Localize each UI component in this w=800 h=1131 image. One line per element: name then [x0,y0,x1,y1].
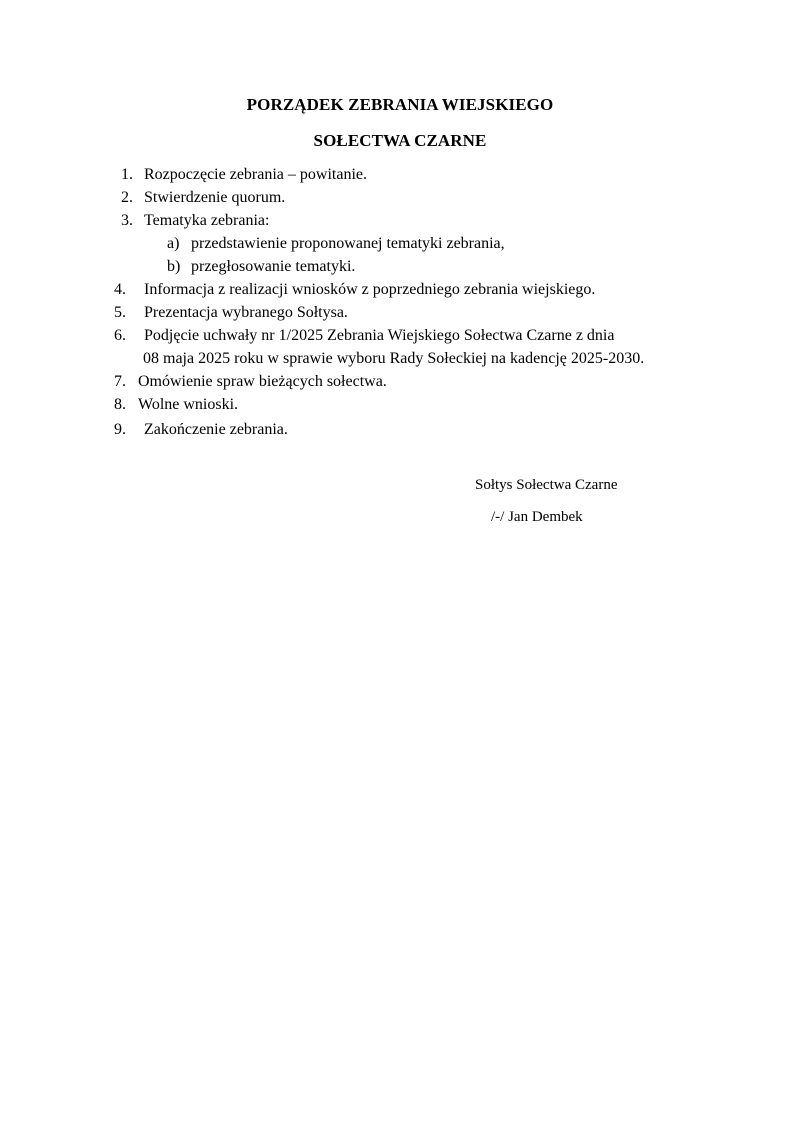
agenda-subitem-text: przedstawienie proponowanej tematyki zebrania, [191,235,505,252]
agenda-item-text: Rozpoczęcie zebrania – powitanie. [144,166,367,183]
agenda-subitem-text: przegłosowanie tematyki. [191,258,356,275]
agenda-item [121,188,285,208]
agenda-item [114,420,288,440]
agenda-item-continuation [143,349,644,369]
agenda-item [114,280,595,300]
agenda-subitem [167,257,355,277]
agenda-item-text: Informacja z realizacji wniosków z poprzedniego zebrania wiejskiego. [144,281,596,298]
agenda-item [114,395,238,415]
agenda-item-text: Omówienie spraw bieżących sołectwa. [138,373,387,390]
agenda-item-text: Prezentacja wybranego Sołtysa. [144,304,348,321]
agenda-item-text: Tematyka zebrania: [144,212,270,229]
agenda-item-text: 08 maja 2025 roku w sprawie wyboru Rady Sołeckiej na kadencję 2025-2030. [143,350,645,367]
agenda-item-number: 7. [114,373,126,390]
agenda-item-number: 4. [114,281,126,298]
agenda-item [121,211,269,231]
document-subtitle: SOŁECTWA CZARNE [313,131,487,150]
agenda-item-number: 8. [114,396,126,413]
agenda-subitem [167,234,505,254]
agenda-subitem-letter: a) [167,235,180,252]
agenda-item-text: Podjęcie uchwały nr 1/2025 Zebrania Wiejskiego Sołectwa Czarne z dnia [144,327,615,344]
agenda-item-number: 1. [121,166,133,183]
agenda-item [121,165,367,185]
agenda-item-number: 3. [121,212,133,229]
agenda-item-text: Zakończenie zebrania. [144,421,288,438]
agenda-item [114,326,614,346]
agenda-item-number: 5. [114,304,126,321]
agenda-item-number: 9. [114,421,126,438]
agenda-item-number: 2. [121,189,133,206]
agenda-item-text: Wolne wnioski. [138,396,239,413]
agenda-item [114,303,348,323]
agenda-item-number: 6. [114,327,126,344]
agenda-subitem-letter: b) [167,258,181,275]
signature-name: /-/ Jan Dembek [491,509,583,525]
agenda-item-text: Stwierdzenie quorum. [144,189,286,206]
document-title: PORZĄDEK ZEBRANIA WIEJSKIEGO [246,95,554,114]
signature-role: Sołtys Sołectwa Czarne [475,477,618,493]
agenda-item [114,372,387,392]
